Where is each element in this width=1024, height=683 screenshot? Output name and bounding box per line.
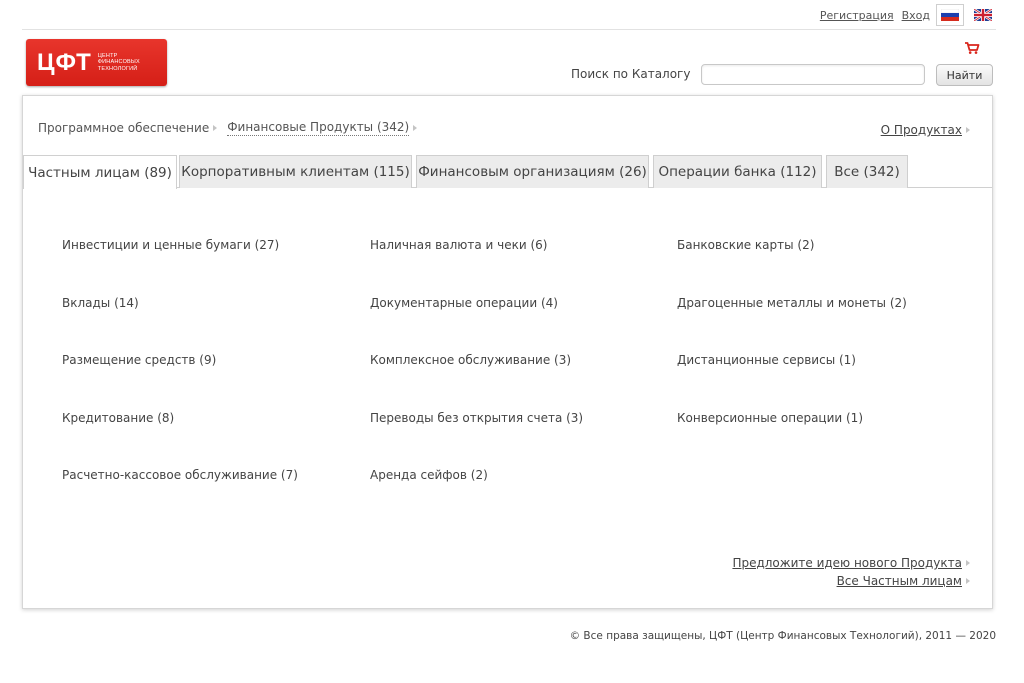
category-link[interactable]: Инвестиции и ценные бумаги (27) [62,238,280,252]
tab-bank-operations[interactable]: Операции банка (112) [653,155,822,188]
breadcrumb-label: Финансовые Продукты (342) [227,120,410,134]
breadcrumb-item-software[interactable] [38,121,217,135]
category-link[interactable]: Конверсионные операции (1) [677,411,863,425]
tab-financial-orgs[interactable]: Финансовым организациям (26) [416,155,649,188]
register-link[interactable]: Регистрация [819,8,894,22]
tab-individuals[interactable]: Частным лицам (89) [23,155,177,189]
search-button[interactable]: Найти [936,64,993,86]
breadcrumb [38,120,417,136]
category-link[interactable]: Документарные операции (4) [370,296,558,310]
catalog-panel [22,95,993,609]
chevron-right-icon [966,127,970,133]
tab-corporate[interactable]: Корпоративным клиентам (115) [179,155,412,188]
category-link[interactable]: Кредитование (8) [62,411,175,425]
cft-logo[interactable] [26,39,167,86]
all-individuals-link[interactable]: Все Частным лицам [836,574,962,588]
logo-mark: ЦФТ [37,48,92,76]
logo-sub-line1: ЦЕНТР [97,52,118,59]
category-link[interactable]: Аренда сейфов (2) [370,468,488,482]
bottom-links [732,554,970,590]
chevron-right-icon [413,125,417,131]
category-link[interactable]: Вклады (14) [62,296,139,310]
category-link[interactable]: Наличная валюта и чеки (6) [370,238,548,252]
suggest-product-link[interactable]: Предложите идею нового Продукта [732,556,962,570]
login-link[interactable]: Вход [901,8,930,22]
breadcrumb-label: Программное обеспечение [38,121,210,135]
top-bar [22,0,996,30]
category-link[interactable]: Размещение средств (9) [62,353,217,367]
category-link[interactable]: Драгоценные металлы и монеты (2) [677,296,907,310]
category-link[interactable]: Переводы без открытия счета (3) [370,411,584,425]
logo-subtitle [98,53,140,73]
chevron-right-icon [966,560,970,566]
tab-all[interactable]: Все (342) [826,155,908,188]
category-link[interactable]: Банковские карты (2) [677,238,815,252]
category-link[interactable]: Комплексное обслуживание (3) [370,353,572,367]
uk-flag-icon[interactable] [970,5,996,25]
logo-sub-line3: ТЕХНОЛОГИЙ [97,65,138,72]
cart-icon[interactable] [964,40,980,54]
logo-sub-line2: ФИНАНСОВЫХ [97,59,140,66]
ru-flag-icon[interactable] [936,4,964,26]
search-label: Поиск по Каталогу [571,67,691,81]
chevron-right-icon [213,125,217,131]
search-input[interactable] [701,64,925,85]
category-link[interactable]: Расчетно-кассовое обслуживание (7) [62,468,298,482]
tab-bar [23,155,992,188]
chevron-right-icon [966,578,970,584]
category-link[interactable]: Дистанционные сервисы (1) [677,353,856,367]
about-products-link[interactable]: О Продуктах [880,123,962,137]
footer-copyright: © Все права защищены, ЦФТ (Центр Финансовых Технологий), 2011 — 2020 [569,630,996,642]
breadcrumb-item-financial-products[interactable] [227,120,417,136]
top-links [820,4,996,26]
about-products [881,123,970,137]
